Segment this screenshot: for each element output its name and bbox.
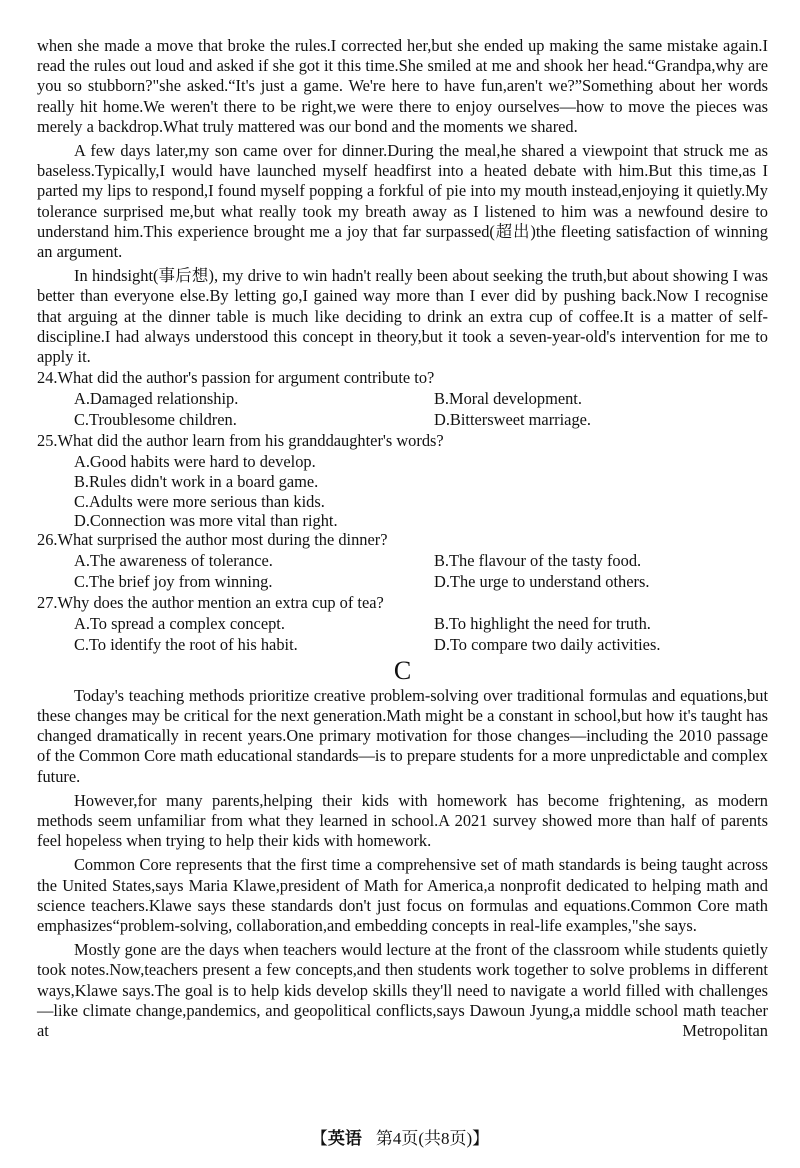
option-a: A.The awareness of tolerance. bbox=[74, 551, 273, 571]
section-title-c: C bbox=[393, 655, 412, 685]
option-a: A.To spread a complex concept. bbox=[74, 614, 285, 634]
option-d: D.The urge to understand others. bbox=[434, 572, 650, 592]
subject-label: 英语 bbox=[327, 1129, 362, 1149]
options bbox=[74, 452, 768, 530]
option-c: C.To identify the root of his habit. bbox=[74, 635, 298, 655]
passage-b-paragraph-3: In hindsight(事后想), my drive to win hadn't really been about seeking the truth,but about showing I was better than everyone else.By letting go,I gained way more than I ever did by pushing back.Now I recognise that arguing at the dinner table is much like deciding to drink an extra cup of coffee.It is a matter of self-discipline.I had always understood this concept in theory,but it took a seven-year-old's intervention for me to apply it. bbox=[37, 266, 768, 367]
question-26 bbox=[37, 530, 768, 593]
option-a: A.Good habits were hard to develop. bbox=[74, 452, 316, 472]
option-b: B.Rules didn't work in a board game. bbox=[74, 472, 319, 492]
page-footer bbox=[0, 1124, 800, 1149]
question-27 bbox=[37, 593, 768, 656]
passage-c-paragraph-3: Common Core represents that the first time a comprehensive set of math standards is being taught across the United States,says Maria Klawe,president of Math for America,a nonprofit dedicated to helping math and science teachers.Klawe says these standards don't just focus on formulas and equations.Common Core math emphasizes“problem-solving, collaboration,and embedding concepts in real-life examples,"she says. bbox=[37, 855, 768, 936]
option-b: B.Moral development. bbox=[434, 389, 582, 409]
passage-c-paragraph-4: Mostly gone are the days when teachers would lecture at the front of the classroom while students quietly took notes.Now,teachers present a few concepts,and then students work together to solve problems in different ways,Klawe says.The goal is to help kids develop skills they'll need to navigate a world filled with challenges—like climate change,pandemics, and geopolitical conflicts,says Dawoun Jyung,a middle school math teacher at Metropolitan bbox=[37, 940, 768, 1041]
options bbox=[74, 389, 768, 431]
bracket-open: 【 bbox=[310, 1129, 328, 1148]
passage-c-paragraph-2: However,for many parents,helping their kids with homework has become frightening, as modern methods seem unfamiliar from what they learned in school.A 2021 survey showed more than half of parents feel hopeless when trying to help their kids with homework. bbox=[37, 790, 768, 851]
page-number: 第4页(共8页) bbox=[375, 1129, 473, 1148]
question-stem: 26.What surprised the author most during the dinner? bbox=[37, 530, 388, 550]
option-c: C.Adults were more serious than kids. bbox=[74, 492, 325, 512]
option-c: C.The brief joy from winning. bbox=[74, 572, 273, 592]
question-stem: 24.What did the author's passion for argument contribute to? bbox=[37, 368, 435, 388]
passage-b-paragraph-2: A few days later,my son came over for dinner.During the meal,he shared a viewpoint that struck me as baseless.Typically,I would have launched myself headfirst into a heated debate with him.But this time,as I parted my lips to respond,I found myself popping a forkful of pie into my mouth instead,enjoying it quietly.My tolerance surprised me,but what really took my breath away as I listened to him was a newfound desire to understand him.This experience brought me a joy that far surpassed(超出)the fleeting satisfaction of winning an argument. bbox=[37, 141, 768, 262]
passage-b-paragraph-1: when she made a move that broke the rules.I corrected her,but she ended up making the same mistake again.I read the rules out loud and asked if she got it this time.She smiled at me and shook her head.“Grandpa,why are you so stubborn?"she asked.“It's just a game. We're here to have fun,aren't we?”Something about her words really hit home.We weren't there to be right,we were there to enjoy ourselves—how to move the pieces was merely a backdrop.What truly mattered was our bond and the moments we shared. bbox=[37, 36, 768, 136]
option-d: D.Connection was more vital than right. bbox=[74, 511, 338, 531]
option-c: C.Troublesome children. bbox=[74, 410, 237, 430]
question-stem: 27.Why does the author mention an extra cup of tea? bbox=[37, 593, 384, 613]
option-a: A.Damaged relationship. bbox=[74, 389, 239, 409]
question-stem: 25.What did the author learn from his granddaughter's words? bbox=[37, 431, 444, 451]
option-d: D.To compare two daily activities. bbox=[434, 635, 661, 655]
question-25 bbox=[37, 431, 768, 530]
bracket-close: 】 bbox=[472, 1129, 490, 1148]
options bbox=[74, 614, 768, 656]
question-24 bbox=[37, 368, 768, 431]
options bbox=[74, 551, 768, 593]
option-d: D.Bittersweet marriage. bbox=[434, 410, 592, 430]
option-b: B.To highlight the need for truth. bbox=[434, 614, 651, 634]
passage-c-paragraph-1: Today's teaching methods prioritize creative problem-solving over traditional formulas and equations,but these changes may be critical for the next generation.Math might be a constant in school,but how it's taught has changed dramatically in recent years.One primary motivation for those changes—including the 2010 passage of the Common Core math educational standards—is to prepare students for a more unpredictable and complex future. bbox=[37, 685, 768, 786]
option-b: B.The flavour of the tasty food. bbox=[434, 551, 642, 571]
exam-page bbox=[37, 36, 768, 1045]
